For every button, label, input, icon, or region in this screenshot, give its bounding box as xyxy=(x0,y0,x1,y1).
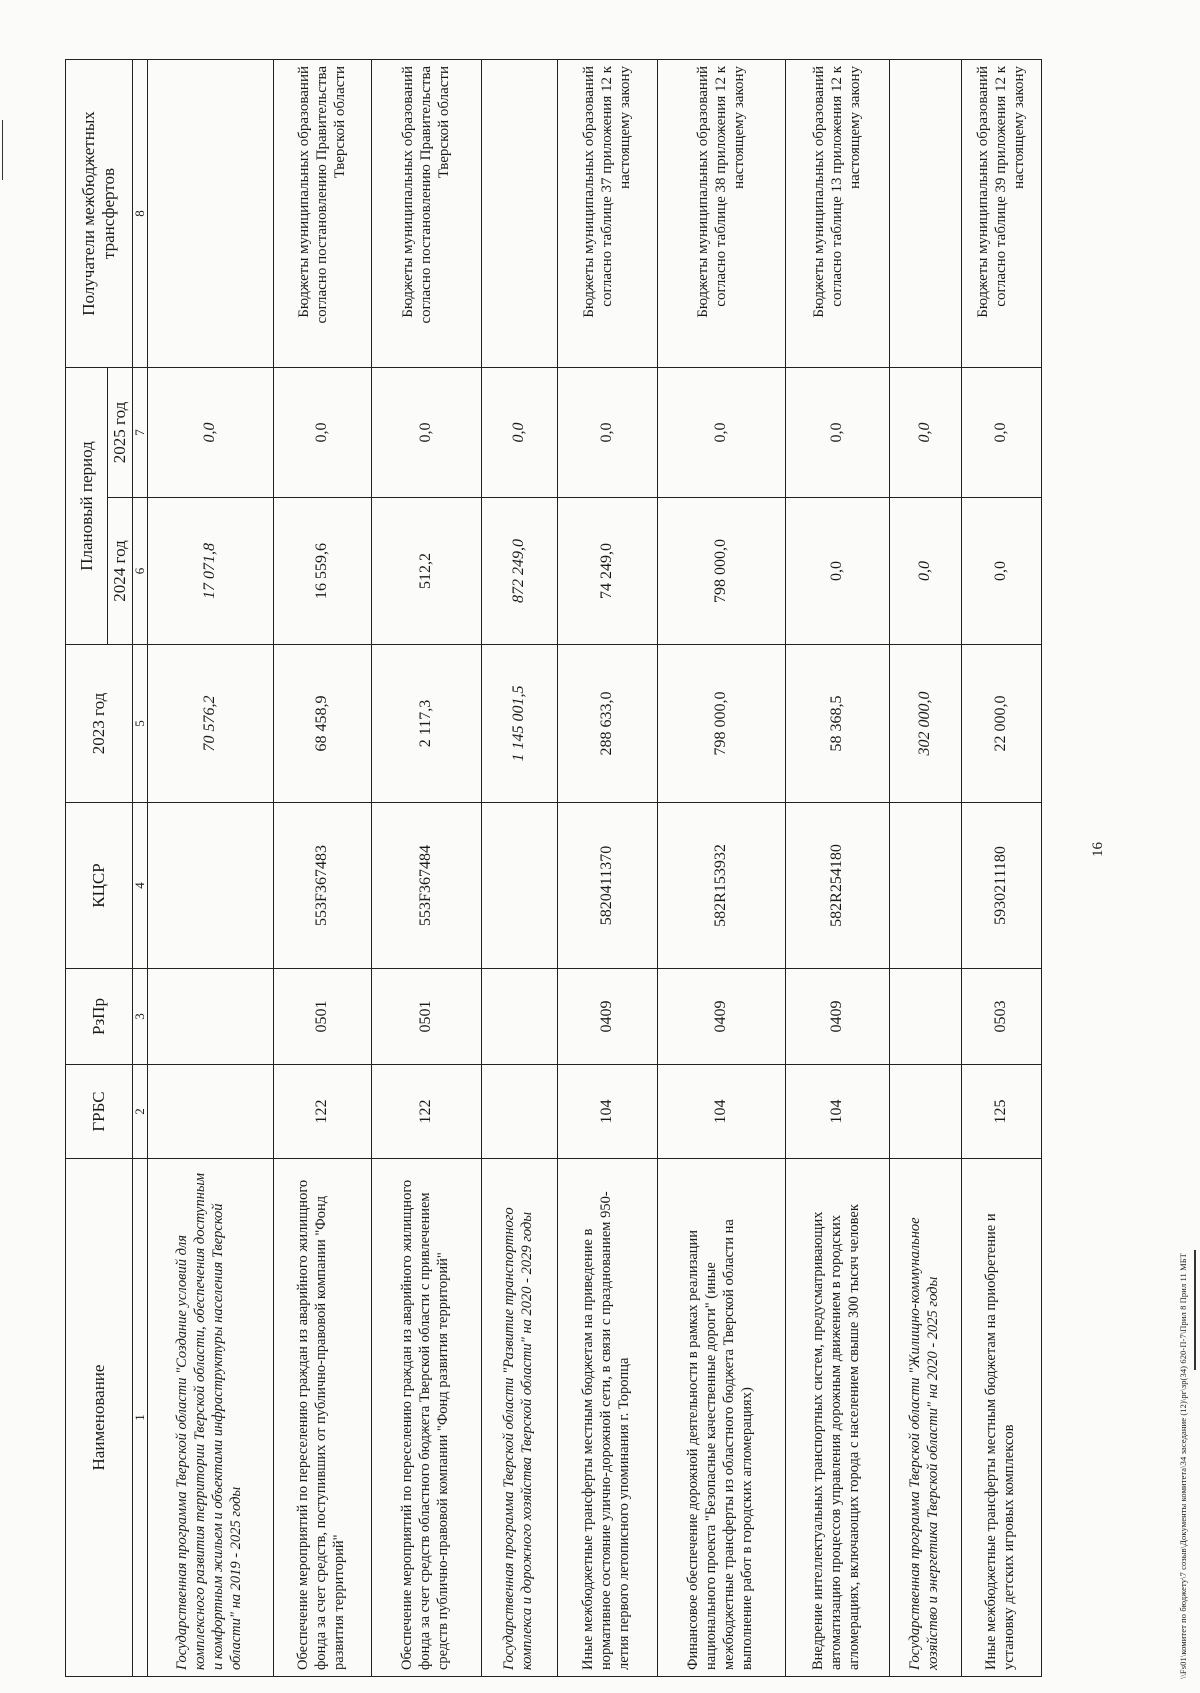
row-2025-amount: 0,0 xyxy=(273,367,371,497)
row-grbs: 122 xyxy=(371,1065,481,1159)
row-recipients: Бюджеты муниципальных образований согласно таблице 37 приложения 12 к настоящему закону xyxy=(557,59,657,367)
file-path-footer: \\Fs01\комитет по бюджету\7 созыв\Документы комитета\34 заседание (12)\рг\зр(34) 620-П-7\Прил 8 Прил 11 МБТ xyxy=(1178,1253,1188,1679)
program-row xyxy=(889,59,961,1676)
row-name: Иные межбюджетные трансферты местным бюджетам на приведение в нормативное состояние улично-дорожной сети, в связи с празднованием 950-летия первого летописного упоминания г. Торопца xyxy=(557,1159,657,1677)
col-number: 4 xyxy=(132,803,147,969)
row-2024-amount: 512,2 xyxy=(371,498,481,645)
row-recipients: Бюджеты муниципальных образований согласно таблице 38 приложения 12 к настоящему закону xyxy=(657,59,785,367)
row-kcsr: 5930211180 xyxy=(961,803,1041,969)
row-2025-amount: 0,0 xyxy=(785,367,889,497)
row-kcsr: 553F367483 xyxy=(273,803,371,969)
row-grbs: 125 xyxy=(961,1065,1041,1159)
row-2023-amount: 68 458,9 xyxy=(273,645,371,803)
row-name: Иные межбюджетные трансферты местным бюджетам на приобретение и установку детских игровых комплексов xyxy=(961,1159,1041,1677)
row-rzpr xyxy=(889,969,961,1065)
row-name: Обеспечение мероприятий по переселению граждан из аварийного жилищного фонда за счет средств, поступивших от публично-правовой компании "Фонд развития территорий" xyxy=(273,1159,371,1677)
row-2023-amount: 302 000,0 xyxy=(889,645,961,803)
row-2025-amount: 0,0 xyxy=(557,367,657,497)
col-header-2023: 2023 год xyxy=(66,645,133,803)
row-2025-amount: 0,0 xyxy=(371,367,481,497)
row-kcsr xyxy=(481,803,557,969)
row-rzpr xyxy=(481,969,557,1065)
row-recipients: Бюджеты муниципальных образований согласно постановлению Правительства Тверской области xyxy=(273,59,371,367)
row-2024-amount: 17 071,8 xyxy=(147,498,273,645)
row-rzpr: 0409 xyxy=(557,969,657,1065)
row-grbs xyxy=(147,1065,273,1159)
row-2023-amount: 22 000,0 xyxy=(961,645,1041,803)
col-number: 1 xyxy=(132,1159,147,1677)
col-header-rzpr: РзПр xyxy=(66,969,133,1065)
row-recipients: Бюджеты муниципальных образований согласно постановлению Правительства Тверской области xyxy=(371,59,481,367)
row-name: Государственная программа Тверской области "Жилищно-коммунальное хозяйство и энергетика Тверской области" на 2020 - 2025 годы xyxy=(889,1159,961,1677)
row-name: Обеспечение мероприятий по переселению граждан из аварийного жилищного фонда за счет средств областного бюджета Тверской области с привлечением средств публично-правовой компании "Фонд развития территорий" xyxy=(371,1159,481,1677)
row-recipients xyxy=(889,59,961,367)
col-header-name: Наименование xyxy=(66,1159,133,1677)
row-2025-amount: 0,0 xyxy=(147,367,273,497)
transfers-table xyxy=(65,59,1042,1677)
row-2024-amount: 74 249,0 xyxy=(557,498,657,645)
row-recipients: Бюджеты муниципальных образований согласно таблице 13 приложения 12 к настоящему закону xyxy=(785,59,889,367)
row-grbs: 104 xyxy=(785,1065,889,1159)
row-kcsr: 582R254180 xyxy=(785,803,889,969)
col-number: 8 xyxy=(132,59,147,367)
row-grbs: 122 xyxy=(273,1065,371,1159)
col-number: 2 xyxy=(132,1065,147,1159)
row-rzpr: 0501 xyxy=(371,969,481,1065)
row-2023-amount: 1 145 001,5 xyxy=(481,645,557,803)
program-row xyxy=(147,59,273,1676)
col-header-2025: 2025 год xyxy=(108,367,133,497)
program-row xyxy=(481,59,557,1676)
table-row xyxy=(371,59,481,1676)
col-number: 6 xyxy=(132,498,147,645)
row-name: Внедрение интеллектуальных транспортных систем, предусматривающих автоматизацию процессов управления дорожным движением в городских агломерациях, включающих города с населением свыше 300 тысяч человек xyxy=(785,1159,889,1677)
row-2024-amount: 0,0 xyxy=(785,498,889,645)
row-2023-amount: 288 633,0 xyxy=(557,645,657,803)
row-recipients: Бюджеты муниципальных образований согласно таблице 39 приложения 12 к настоящему закону xyxy=(961,59,1041,367)
table-row xyxy=(785,59,889,1676)
row-2025-amount: 0,0 xyxy=(889,367,961,497)
row-2024-amount: 0,0 xyxy=(889,498,961,645)
row-recipients xyxy=(481,59,557,367)
row-kcsr: 553F367484 xyxy=(371,803,481,969)
row-2025-amount: 0,0 xyxy=(961,367,1041,497)
row-grbs xyxy=(889,1065,961,1159)
row-kcsr xyxy=(147,803,273,969)
column-numbers-row xyxy=(132,59,147,1676)
row-2023-amount: 2 117,3 xyxy=(371,645,481,803)
row-2023-amount: 58 368,5 xyxy=(785,645,889,803)
row-2025-amount: 0,0 xyxy=(657,367,785,497)
row-rzpr: 0501 xyxy=(273,969,371,1065)
table-row xyxy=(273,59,371,1676)
col-number: 3 xyxy=(132,969,147,1065)
row-2024-amount: 872 249,0 xyxy=(481,498,557,645)
row-rzpr: 0409 xyxy=(657,969,785,1065)
row-rzpr: 0409 xyxy=(785,969,889,1065)
row-name: Финансовое обеспечение дорожной деятельности в рамках реализации национального проекта "Безопасные качественные дороги" (иные межбюджетные трансферты из областного бюджета Тверской области на выполнение работ в городских агломерациях) xyxy=(657,1159,785,1677)
col-number: 5 xyxy=(132,645,147,803)
row-grbs xyxy=(481,1065,557,1159)
table-row xyxy=(961,59,1041,1676)
row-2024-amount: 0,0 xyxy=(961,498,1041,645)
page-number: 16 xyxy=(1090,842,1106,857)
row-kcsr xyxy=(889,803,961,969)
row-2024-amount: 16 559,6 xyxy=(273,498,371,645)
row-grbs: 104 xyxy=(557,1065,657,1159)
col-header-2024: 2024 год xyxy=(108,498,133,645)
row-name: Государственная программа Тверской области "Развитие транспортного комплекса и дорожного хозяйства Тверской области" на 2020 - 2029 годы xyxy=(481,1159,557,1677)
col-number: 7 xyxy=(132,367,147,497)
col-header-plan-period: Плановый период xyxy=(66,367,108,644)
row-2023-amount: 70 576,2 xyxy=(147,645,273,803)
row-2024-amount: 798 000,0 xyxy=(657,498,785,645)
row-kcsr: 582R153932 xyxy=(657,803,785,969)
row-rzpr: 0503 xyxy=(961,969,1041,1065)
row-rzpr xyxy=(147,969,273,1065)
col-header-recipients: Получатели межбюджетных трансфертов xyxy=(66,59,133,367)
row-recipients xyxy=(147,59,273,367)
row-name: Государственная программа Тверской области "Создание условий для комплексного развития территории Тверской области, обеспечения доступным и комфортным жильем и объектами инфраструктуры населения Тверской области" на 2019 - 2025 годы xyxy=(147,1159,273,1677)
col-header-kcsr: КЦСР xyxy=(66,803,133,969)
row-2025-amount: 0,0 xyxy=(481,367,557,497)
row-kcsr: 5820411370 xyxy=(557,803,657,969)
row-2023-amount: 798 000,0 xyxy=(657,645,785,803)
row-grbs: 104 xyxy=(657,1065,785,1159)
table-row xyxy=(657,59,785,1676)
col-header-grbs: ГРБС xyxy=(66,1065,133,1159)
table-row xyxy=(557,59,657,1676)
